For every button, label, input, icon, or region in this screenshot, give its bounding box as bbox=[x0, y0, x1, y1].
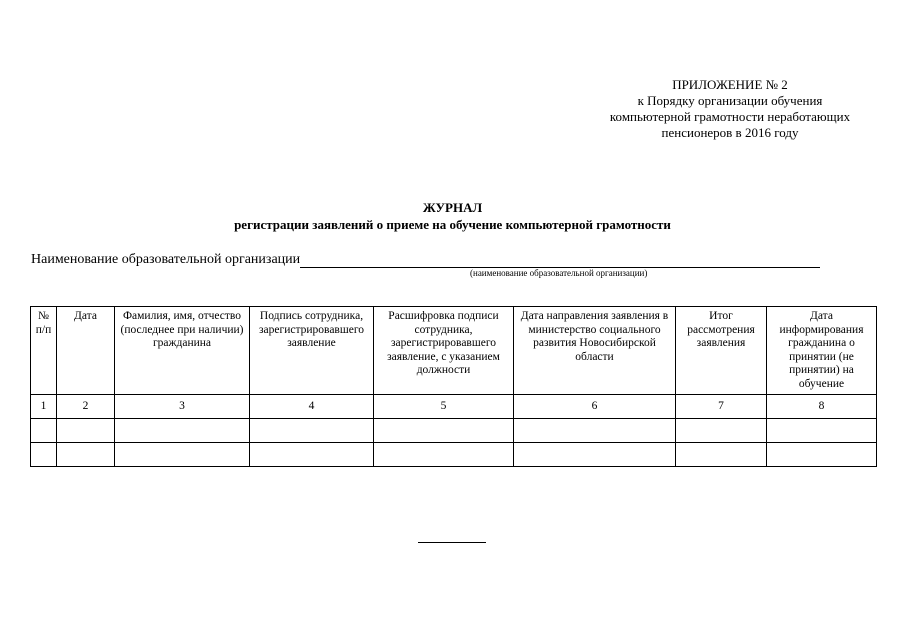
header-cell: Дата bbox=[57, 307, 115, 395]
table-header-row bbox=[31, 307, 877, 395]
header-cell: Дата направления заявления в министерство социального развития Новосибирской области bbox=[514, 307, 676, 395]
empty-cell bbox=[514, 419, 676, 443]
organization-blank-line bbox=[300, 253, 820, 268]
empty-cell bbox=[676, 419, 767, 443]
empty-cell bbox=[514, 443, 676, 467]
column-number-cell: 7 bbox=[676, 395, 767, 419]
title-heading: ЖУРНАЛ bbox=[422, 200, 483, 215]
appendix-line: компьютерной грамотности неработающих bbox=[609, 109, 851, 124]
column-number-cell: 2 bbox=[57, 395, 115, 419]
table-number-row bbox=[31, 395, 877, 419]
header-cell: Расшифровка подписи сотрудника, зарегистрировавшего заявление, с указанием должности bbox=[374, 307, 514, 395]
appendix-block bbox=[560, 77, 900, 141]
header-cell: Подпись сотрудника, зарегистрировавшего заявление bbox=[250, 307, 374, 395]
empty-cell bbox=[374, 443, 514, 467]
empty-cell bbox=[115, 419, 250, 443]
empty-cell bbox=[374, 419, 514, 443]
organization-field bbox=[31, 252, 820, 268]
empty-cell bbox=[57, 443, 115, 467]
document-title bbox=[0, 199, 905, 233]
title-subheading: регистрации заявлений о приеме на обучение компьютерной грамотности bbox=[234, 217, 671, 232]
header-cell: Дата информирования гражданина о принятии (не принятии) на обучение bbox=[767, 307, 877, 395]
empty-cell bbox=[767, 419, 877, 443]
table-row bbox=[31, 419, 877, 443]
empty-cell bbox=[767, 443, 877, 467]
empty-cell bbox=[250, 443, 374, 467]
appendix-line: к Порядку организации обучения bbox=[637, 93, 823, 108]
column-number-cell: 8 bbox=[767, 395, 877, 419]
empty-cell bbox=[676, 443, 767, 467]
empty-cell bbox=[57, 419, 115, 443]
column-number-cell: 1 bbox=[31, 395, 57, 419]
empty-cell bbox=[31, 443, 57, 467]
header-cell: Фамилия, имя, отчество (последнее при наличии) гражданина bbox=[115, 307, 250, 395]
appendix-line: пенсионеров в 2016 году bbox=[661, 125, 799, 140]
organization-hint: (наименование образовательной организации) bbox=[470, 268, 648, 278]
column-number-cell: 4 bbox=[250, 395, 374, 419]
column-number-cell: 6 bbox=[514, 395, 676, 419]
footer-separator-line bbox=[418, 542, 486, 543]
column-number-cell: 3 bbox=[115, 395, 250, 419]
empty-cell bbox=[250, 419, 374, 443]
organization-label: Наименование образовательной организации bbox=[31, 252, 301, 267]
empty-cell bbox=[31, 419, 57, 443]
header-cell: Итог рассмотрения заявления bbox=[676, 307, 767, 395]
empty-cell bbox=[115, 443, 250, 467]
journal-table bbox=[30, 306, 877, 467]
appendix-title: ПРИЛОЖЕНИЕ № 2 bbox=[672, 77, 788, 92]
header-cell: № п/п bbox=[31, 307, 57, 395]
column-number-cell: 5 bbox=[374, 395, 514, 419]
table-row bbox=[31, 443, 877, 467]
